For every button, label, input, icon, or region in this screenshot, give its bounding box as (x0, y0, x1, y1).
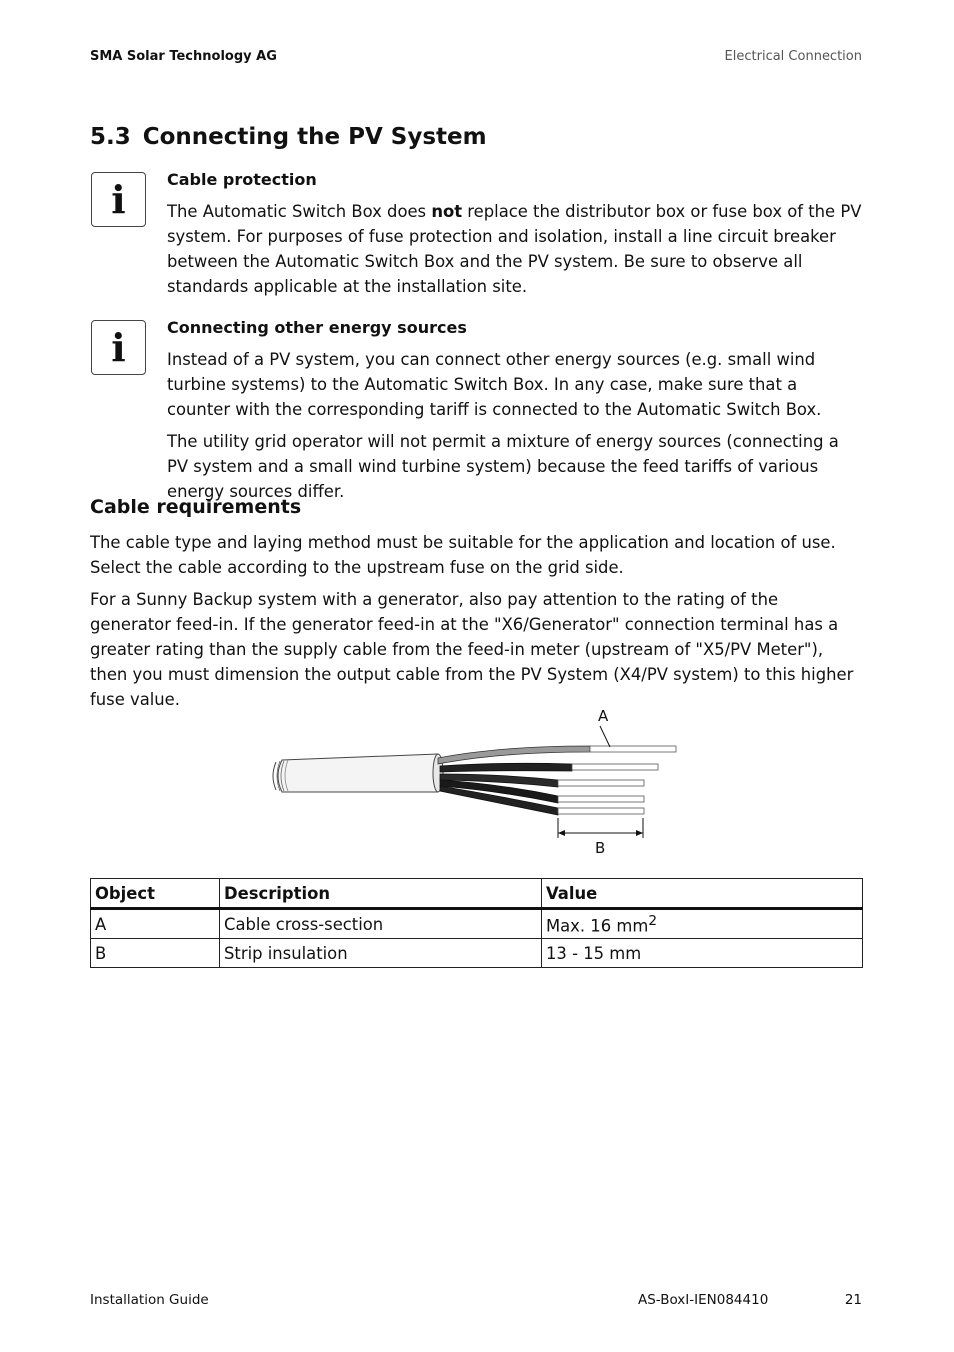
subsection-title: Cable requirements (90, 496, 302, 518)
table-row (91, 939, 863, 968)
footer-doc-code: AS-BoxI-IEN084410 (638, 1292, 769, 1308)
body-paragraph: The cable type and laying method must be suitable for the application and location of use. Select the cable according to the upstream fuse on the grid side. (90, 533, 836, 577)
body-paragraph: For a Sunny Backup system with a generator, also pay attention to the rating of the generator feed-in. If the generator feed-in at the "X6/Generator" connection terminal has a greater rating than the supply cable from the feed-in meter (upstream of "X5/PV Meter"), then you must dimension the output cable from the PV System (X4/PV system) to this higher fuse value. (90, 590, 854, 709)
cell-description: Strip insulation (220, 939, 542, 968)
conductor-black (440, 763, 658, 772)
label-b: B (595, 839, 606, 857)
cell-object: A (91, 909, 220, 939)
note-title: Cable protection (167, 170, 317, 189)
note-paragraph: The utility grid operator will not permit a mixture of energy sources (connecting a PV system and a small wind turbine system) because the feed tariffs of various energy sources differ. (167, 432, 839, 501)
cable-illustration (260, 700, 700, 865)
table-row (91, 909, 863, 939)
info-icon: i (91, 320, 146, 375)
note-other-energy-sources (167, 318, 862, 511)
cell-value: 13 - 15 mm (542, 939, 863, 968)
cell-value: Max. 16 $mm^2$ (542, 909, 863, 939)
label-a: A (598, 707, 609, 725)
cell-object: B (91, 939, 220, 968)
footer-page-number: 21 (844, 1292, 862, 1308)
section-title-text: Connecting the PV System (142, 124, 487, 150)
footer-doc-type: Installation Guide (90, 1292, 209, 1308)
section-number: 5.3 (90, 124, 131, 150)
info-icon: i (91, 172, 146, 227)
column-header-value: Value (542, 879, 863, 909)
cable-requirements-body (90, 530, 862, 719)
column-header-description: Description (220, 879, 542, 909)
specs-table (90, 878, 863, 968)
note-cable-protection (167, 170, 862, 306)
header-chapter: Electrical Connection (724, 49, 862, 64)
cable-sheath (273, 754, 443, 792)
column-header-object: Object (91, 879, 220, 909)
note-paragraph: Instead of a PV system, you can connect other energy sources (e.g. small wind turbine systems) to the Automatic Switch Box. In any case, make sure that a counter with the corresponding tariff is connected to the Automatic Switch Box. (167, 350, 822, 419)
leader-line-a (600, 726, 610, 747)
header-company: SMA Solar Technology AG (90, 49, 277, 64)
note-text: The Automatic Switch Box does not replace the distributor box or fuse box of the PV system. For purposes of fuse protection and isolation, install a line circuit breaker between the Automatic Switch Box and the PV system. Be sure to observe all standards applicable at the installation site. (167, 202, 862, 296)
conductor-grey (438, 746, 676, 764)
section-title (90, 124, 487, 150)
table-header-row (91, 879, 863, 909)
note-title: Connecting other energy sources (167, 318, 467, 337)
arrowhead (558, 830, 565, 836)
cell-description: Cable cross-section (220, 909, 542, 939)
arrowhead (636, 830, 643, 836)
